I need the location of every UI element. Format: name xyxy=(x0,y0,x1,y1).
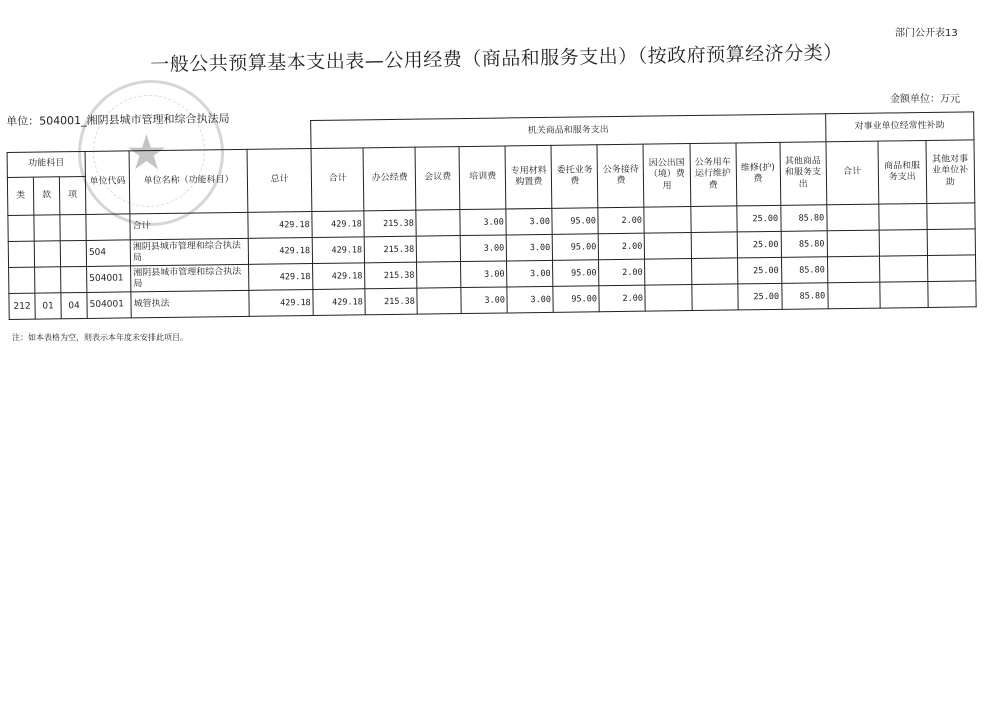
total-cell: 429.18 xyxy=(248,237,312,264)
agency-cell: 3.00 xyxy=(461,287,507,314)
agency-cell xyxy=(690,206,736,233)
lei-header: 类 xyxy=(7,177,34,215)
agency-cell: 429.18 xyxy=(313,263,365,290)
agency-cell: 215.38 xyxy=(365,262,417,289)
kuan-cell xyxy=(34,215,60,241)
agency-cell: 85.80 xyxy=(781,257,827,284)
agency-cell xyxy=(691,232,737,259)
agency-cell: 215.38 xyxy=(364,236,416,263)
agency-cell: 25.00 xyxy=(737,257,781,284)
agency-cell: 2.00 xyxy=(598,207,644,234)
seal-star-icon: ★ xyxy=(125,125,169,181)
table-body xyxy=(8,203,976,320)
subsidy-cell xyxy=(927,203,976,230)
unit-code-header: 单位代码 xyxy=(85,151,130,215)
unit-org-label: 单位：504001_湘阴县城市管理和综合执法局 xyxy=(6,112,230,128)
subsidy-cell xyxy=(827,230,879,257)
xiang-header: 项 xyxy=(59,176,86,214)
subsidy-cell xyxy=(827,256,879,283)
total-cell: 429.18 xyxy=(248,212,312,239)
page-title: 一般公共预算基本支出表—公用经费（商品和服务支出）（按政府预算经济分类） xyxy=(150,41,843,76)
xiang-cell: 04 xyxy=(61,292,87,318)
lei-cell xyxy=(8,215,34,241)
agency-col-header: 公务用车运行维护费 xyxy=(690,143,737,207)
kuan-cell xyxy=(34,241,60,267)
subsidy-cell xyxy=(879,255,927,282)
budget-table xyxy=(6,111,976,320)
kuan-header: 款 xyxy=(33,177,60,215)
lei-cell xyxy=(8,241,34,267)
agency-cell: 2.00 xyxy=(599,285,645,312)
agency-cell xyxy=(417,236,461,263)
agency-cell xyxy=(645,233,691,260)
subsidy-cell xyxy=(928,281,977,308)
agency-col-header: 委托业务费 xyxy=(551,145,598,209)
xiang-cell xyxy=(61,266,87,292)
agency-col-header: 会议费 xyxy=(415,147,460,211)
subsidy-group-header: 对事业单位经常性补助 xyxy=(825,112,974,142)
subsidy-cell xyxy=(880,281,928,308)
unit-name-header: 单位名称（功能科目） xyxy=(129,149,248,214)
agency-cell: 85.80 xyxy=(780,205,826,232)
agency-col-header: 因公出国（境）费用 xyxy=(643,144,690,208)
agency-cell: 95.00 xyxy=(552,208,598,235)
agency-cell xyxy=(645,285,691,312)
agency-cell: 3.00 xyxy=(461,261,507,288)
agency-cell: 3.00 xyxy=(507,260,553,287)
subsidy-cell xyxy=(879,203,927,230)
form-number: 部门公开表13 xyxy=(895,28,958,39)
agency-cell: 95.00 xyxy=(553,260,599,287)
agency-cell: 25.00 xyxy=(737,231,781,258)
func-subject-header: 功能科目 xyxy=(7,151,85,177)
agency-cell: 215.38 xyxy=(365,288,417,315)
agency-cell xyxy=(416,210,460,237)
agency-cell xyxy=(691,284,737,311)
agency-cell xyxy=(417,288,461,315)
agency-cell: 95.00 xyxy=(553,234,599,261)
unit-name-cell: 合计 xyxy=(130,212,248,240)
agency-cell: 85.80 xyxy=(781,231,827,258)
agency-cell: 85.80 xyxy=(781,283,827,310)
unit-code-cell: 504001 xyxy=(87,292,131,319)
agency-col-header: 培训费 xyxy=(459,146,506,210)
agency-cell: 429.18 xyxy=(312,211,364,238)
unit-name-cell: 城管执法 xyxy=(131,290,249,318)
subsidy-cell xyxy=(826,204,878,231)
total-cell: 429.18 xyxy=(249,289,313,316)
agency-cell xyxy=(691,258,737,285)
agency-cell xyxy=(417,262,461,289)
unit-name-cell: 湘阴县城市管理和综合执法局 xyxy=(130,238,248,266)
agency-cell: 215.38 xyxy=(364,210,416,237)
agency-cell: 3.00 xyxy=(506,208,552,235)
budget-sheet xyxy=(6,97,977,320)
agency-cell: 3.00 xyxy=(507,234,553,261)
subsidy-col-header: 商品和服务支出 xyxy=(878,140,927,204)
total-header: 总计 xyxy=(247,149,312,213)
subsidy-cell xyxy=(927,255,976,282)
agency-col-header: 其他商品和服务支出 xyxy=(780,142,827,206)
xiang-cell xyxy=(60,214,86,240)
agency-cell: 2.00 xyxy=(599,233,645,260)
agency-cell xyxy=(644,207,690,234)
lei-cell: 212 xyxy=(9,293,35,319)
total-cell: 429.18 xyxy=(249,263,313,290)
unit-code-cell xyxy=(86,214,130,241)
agency-col-header: 办公经费 xyxy=(363,147,416,211)
agency-cell: 25.00 xyxy=(736,205,780,232)
agency-cell: 3.00 xyxy=(507,286,553,313)
agency-cell xyxy=(645,259,691,286)
unit-code-cell: 504 xyxy=(86,240,130,267)
agency-cell: 2.00 xyxy=(599,259,645,286)
subsidy-cell xyxy=(879,229,927,256)
kuan-cell xyxy=(35,267,61,293)
subsidy-cell xyxy=(828,282,880,309)
agency-col-header: 维修(护)费 xyxy=(736,142,781,206)
agency-cell: 429.18 xyxy=(313,289,365,316)
agency-col-header: 专用材料购置费 xyxy=(505,145,552,209)
xiang-cell xyxy=(60,240,86,266)
kuan-cell: 01 xyxy=(35,293,61,319)
subsidy-cell xyxy=(927,229,976,256)
agency-cell: 3.00 xyxy=(460,209,506,236)
amount-unit: 金额单位：万元 xyxy=(890,94,960,105)
agency-col-header: 合计 xyxy=(311,148,364,212)
subsidy-col-header: 合计 xyxy=(826,141,879,205)
agency-group-header: 机关商品和服务支出 xyxy=(311,114,826,149)
agency-cell: 95.00 xyxy=(553,286,599,313)
agency-cell: 3.00 xyxy=(461,235,507,262)
agency-col-header: 公务接待费 xyxy=(597,144,644,208)
unit-code-cell: 504001 xyxy=(87,266,131,293)
unit-name-cell: 湘阴县城市管理和综合执法局 xyxy=(131,264,249,292)
agency-cell: 429.18 xyxy=(312,237,364,264)
footnote: 注：如本表格为空，则表示本年度未安排此项目。 xyxy=(12,333,188,342)
subsidy-col-header: 其他对事业单位补助 xyxy=(926,140,975,204)
lei-cell xyxy=(9,267,35,293)
agency-cell: 25.00 xyxy=(737,283,781,310)
